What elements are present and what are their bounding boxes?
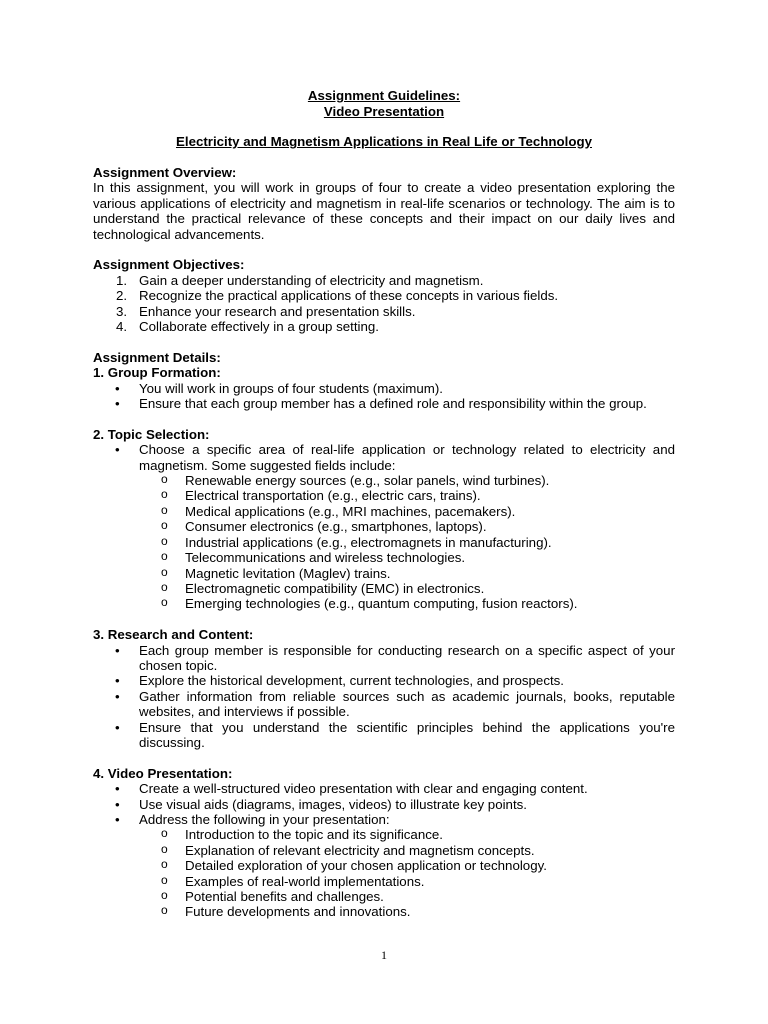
list-item: • Ensure that you understand the scientific principles behind the applications you're discussing. <box>115 719 675 750</box>
bullet-icon: • <box>115 796 120 812</box>
research-list <box>93 643 675 751</box>
list-item: o Electromagnetic compatibility (EMC) in electronics. <box>161 579 485 596</box>
sub-bullet-icon: o <box>161 487 168 502</box>
list-item: o Industrial applications (e.g., electromagnets in manufacturing). <box>161 533 552 550</box>
bullet-icon: • <box>115 673 120 689</box>
bullet-icon: • <box>115 781 120 797</box>
list-item: o Renewable energy sources (e.g., solar panels, wind turbines). <box>161 472 550 489</box>
video-presentation-heading: 4. Video Presentation: <box>93 765 233 781</box>
doc-subtitle: Video Presentation <box>323 104 445 119</box>
bullet-icon: • <box>115 442 120 458</box>
overview-text: In this assignment, you will work in groups of four to create a video presentation exploring the various applications of electricity and magnetism in real-life scenarios or technology. The aim is to understand the practical relevance of these concepts and their impact on our daily lives and technological advancements. <box>93 180 675 242</box>
doc-topic-title: Electricity and Magnetism Applications in Real Life or Technology <box>176 134 592 149</box>
doc-title: Assignment Guidelines: <box>307 88 461 103</box>
bullet-icon: • <box>115 688 120 704</box>
list-item: o Telecommunications and wireless technologies. <box>161 549 466 566</box>
sub-bullet-icon: o <box>161 841 168 856</box>
topic-selection-heading: 2. Topic Selection: <box>93 426 210 442</box>
bullet-icon: • <box>115 642 120 658</box>
list-item: o Introduction to the topic and its significance. <box>161 826 443 843</box>
sub-bullet-icon: o <box>161 502 168 517</box>
list-item: o Explanation of relevant electricity and magnetism concepts. <box>161 841 535 858</box>
group-formation-heading: 1. Group Formation: <box>93 365 221 381</box>
list-item: 2. Recognize the practical applications of these concepts in various fields. <box>116 288 559 304</box>
topic-fields-list <box>139 473 675 612</box>
list-item: • Use visual aids (diagrams, images, videos) to illustrate key points. <box>115 796 527 812</box>
topic-selection-list <box>93 442 675 473</box>
list-item: • Address the following in your presentation: <box>115 811 390 827</box>
list-item: o Medical applications (e.g., MRI machines, pacemakers). <box>161 502 516 519</box>
list-item: o Emerging technologies (e.g., quantum computing, fusion reactors). <box>161 595 578 612</box>
bullet-icon: • <box>115 719 120 735</box>
video-presentation-list <box>93 781 675 827</box>
list-item: • Each group member is responsible for conducting research on a specific aspect of your chosen topic. <box>115 642 675 673</box>
page-number: 1 <box>381 948 387 962</box>
sub-bullet-icon: o <box>161 533 168 548</box>
list-item: 1. Gain a deeper understanding of electricity and magnetism. <box>116 272 484 288</box>
sub-bullet-icon: o <box>161 518 168 533</box>
list-item: • Choose a specific area of real-life application or technology related to electricity and magnetism. Some suggested fields include: <box>115 442 675 473</box>
list-item: o Consumer electronics (e.g., smartphones, laptops). <box>161 518 487 535</box>
overview-heading: Assignment Overview: <box>93 165 237 180</box>
sub-bullet-icon: o <box>161 564 168 579</box>
sub-bullet-icon: o <box>161 579 168 594</box>
research-heading: 3. Research and Content: <box>93 627 254 643</box>
list-item: • You will work in groups of four students (maximum). <box>115 380 443 396</box>
sub-bullet-icon: o <box>161 595 168 610</box>
details-heading: Assignment Details: <box>93 349 221 365</box>
list-item: 3. Enhance your research and presentation skills. <box>116 303 416 319</box>
list-item: o Detailed exploration of your chosen application or technology. <box>161 857 547 874</box>
list-item: o Future developments and innovations. <box>161 903 411 920</box>
sub-bullet-icon: o <box>161 872 168 887</box>
list-item: • Create a well-structured video presentation with clear and engaging content. <box>115 781 588 797</box>
list-item: • Ensure that each group member has a defined role and responsibility within the group. <box>115 396 647 412</box>
list-item: • Gather information from reliable sources such as academic journals, books, reputable websites, and interviews if possible. <box>115 688 675 720</box>
list-item: o Examples of real-world implementations. <box>161 872 425 889</box>
list-item: 4. Collaborate effectively in a group setting. <box>116 319 379 335</box>
sub-bullet-icon: o <box>161 549 168 564</box>
sub-bullet-icon: o <box>161 857 168 872</box>
list-item: • Explore the historical development, current technologies, and prospects. <box>115 673 565 689</box>
list-item: o Magnetic levitation (Maglev) trains. <box>161 564 391 581</box>
objectives-heading: Assignment Objectives: <box>93 257 245 273</box>
document-body <box>93 165 675 920</box>
sub-bullet-icon: o <box>161 903 168 918</box>
bullet-icon: • <box>115 380 120 396</box>
list-item: o Electrical transportation (e.g., electric cars, trains). <box>161 487 481 504</box>
sub-bullet-icon: o <box>161 826 168 841</box>
bullet-icon: • <box>115 811 120 827</box>
group-formation-list <box>93 381 675 412</box>
list-item: o Potential benefits and challenges. <box>161 888 384 905</box>
presentation-points-list <box>139 827 675 919</box>
sub-bullet-icon: o <box>161 472 168 487</box>
sub-bullet-icon: o <box>161 888 168 903</box>
bullet-icon: • <box>115 396 120 412</box>
objectives-list <box>93 273 675 335</box>
